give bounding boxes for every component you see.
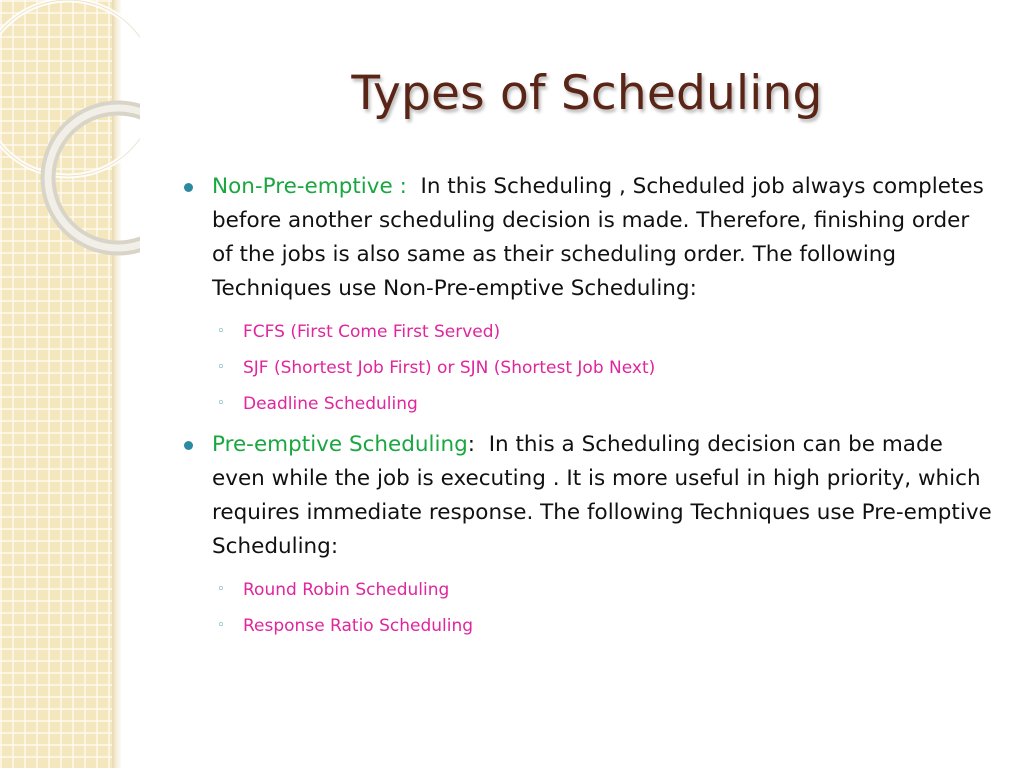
non-preemptive-techniques-list <box>184 314 994 422</box>
bullet-lead-label: Pre-emptive Scheduling <box>212 432 468 457</box>
slide-title: Types of Scheduling <box>351 66 823 121</box>
list-item <box>184 572 994 608</box>
bullet-non-preemptive <box>184 170 994 306</box>
slide-content <box>184 170 994 650</box>
list-item <box>184 314 994 350</box>
bullet-body-text: In this Scheduling , Scheduled job always completes before another scheduling decision is made. Therefore, finishing order of the jobs is also same as their scheduling order. The following Techniques use Non-Pre-emptive Scheduling: <box>212 174 984 301</box>
list-item-label: FCFS (First Come First Served) <box>243 322 501 342</box>
bullet-lead-label: Non-Pre-emptive : <box>212 174 407 199</box>
list-item-label: Deadline Scheduling <box>243 394 418 414</box>
list-item <box>184 386 994 422</box>
list-item-label: Round Robin Scheduling <box>243 580 450 600</box>
hollow-circle-bullet-icon: ◦ <box>217 324 225 339</box>
hollow-circle-bullet-icon: ◦ <box>217 618 225 633</box>
filled-circle-bullet-icon <box>184 441 193 450</box>
filled-circle-bullet-icon <box>184 183 193 192</box>
decorative-rings-icon <box>0 0 140 300</box>
list-item <box>184 350 994 386</box>
list-item <box>184 608 994 644</box>
hollow-circle-bullet-icon: ◦ <box>217 582 225 597</box>
bullet-body-text: In this a Scheduling decision can be made even while the job is executing . It is more useful in high priority, which requires immediate response. The following Techniques use Pre-emptive Scheduling: <box>212 432 992 559</box>
bullet-preemptive <box>184 428 994 564</box>
hollow-circle-bullet-icon: ◦ <box>217 360 225 375</box>
list-item-label: SJF (Shortest Job First) or SJN (Shortest Job Next) <box>243 358 656 378</box>
bullet-lead-suffix: : <box>467 432 476 457</box>
preemptive-techniques-list <box>184 572 994 644</box>
list-item-label: Response Ratio Scheduling <box>243 616 474 636</box>
hollow-circle-bullet-icon: ◦ <box>217 396 225 411</box>
